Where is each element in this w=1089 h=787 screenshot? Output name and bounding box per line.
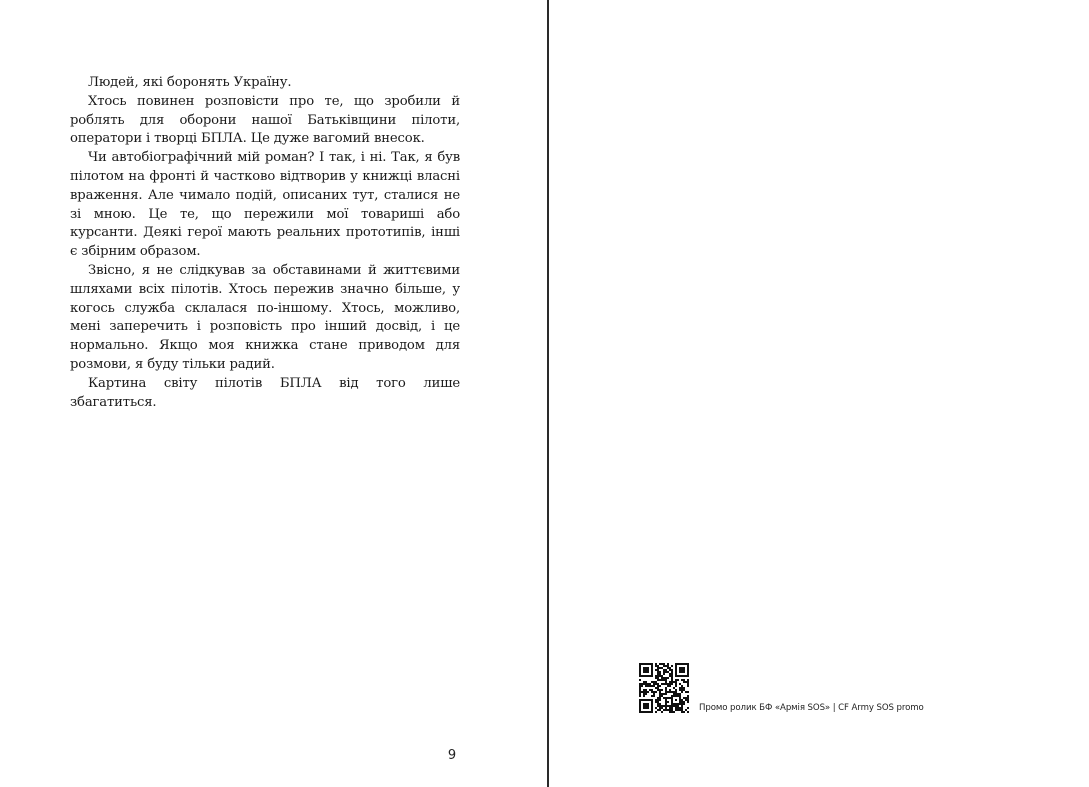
right-page [549,0,1089,787]
paragraph: Звісно, я не слідкував за обставинами й життєвими шляхами всіх пілотів. Хтось пережив значно більше, у когось служба склалася по-іншому. Хтось, можливо, мені заперечить і розповість про інший досвід, і це нормально. Якщо моя книжка стане приводом для розмови, я буду тільки радий. [70,262,460,372]
paragraph: Чи автобіографічний мій роман? І так, і ні. Так, я був пілотом на фронті й частково відтворив у книжці власні враження. Але чимало подій, описаних тут, сталися не зі мною. Це те, що пережили мої товариші або курсанти. Деякі герої мають реальних прототипів, інші є збірним образом. [70,150,460,260]
paragraph: Хтось повинен розповісти про те, що зробили й роблять для оборони нашої Батьківщини пілоти, оператори і творці БПЛА. Це дуже вагомий внесок. [70,93,460,147]
page-number: 9 [447,748,457,763]
paragraph: Картина світу пілотів БПЛА від того лише збагатиться. [70,375,460,410]
qr-code-icon[interactable] [639,663,689,713]
paragraph: Людей, які боронять Україну. [88,75,292,90]
qr-caption: Промо ролик БФ «Армія SOS» | CF Army SOS promo [699,703,924,713]
body-text [70,74,460,412]
